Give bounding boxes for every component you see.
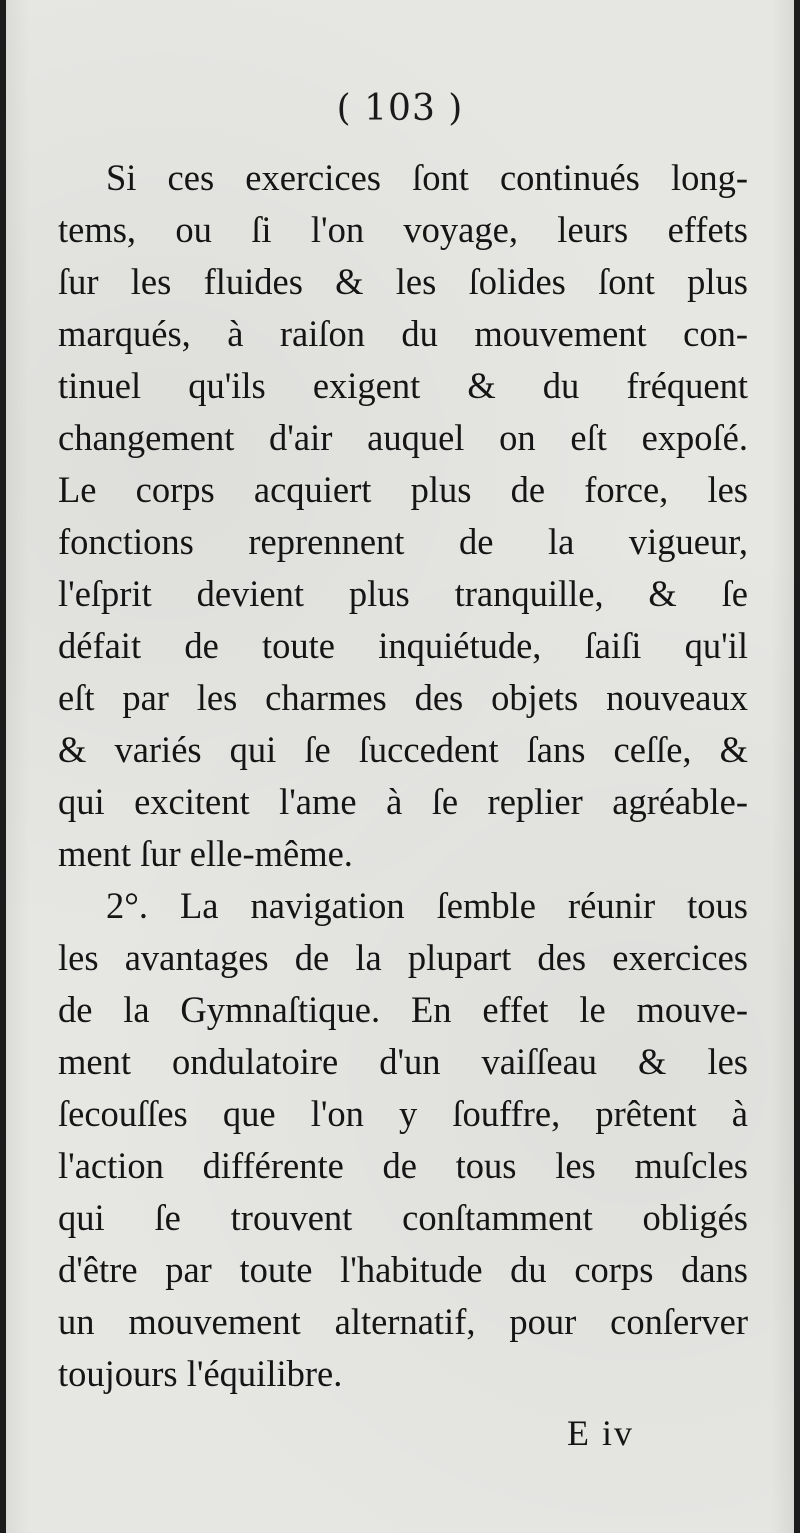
text-line: Le corps acquiert plus de force, les <box>58 469 748 510</box>
text-line: fonctions reprennent de la vigueur, <box>58 521 748 562</box>
page-body <box>58 152 748 1400</box>
text-line: tems, ou ſi l'on voyage, leurs effets <box>58 209 748 250</box>
text-line: un mouvement alternatif, pour conſerver <box>58 1301 748 1342</box>
text-line: 2°. La navigation ſemble réunir tous <box>106 885 748 926</box>
text-line: toujours l'équilibre. <box>58 1353 343 1394</box>
page-number: ( 103 ) <box>336 88 464 129</box>
text-line: & variés qui ſe ſuccedent ſans ceſſe, & <box>58 729 748 770</box>
text-line: marqués, à raiſon du mouvement con- <box>58 313 748 354</box>
text-line: changement d'air auquel on eſt expoſé. <box>58 417 748 458</box>
text-line: ment ſur elle-même. <box>58 833 353 874</box>
text-line: de la Gymnaſtique. En effet le mouve- <box>58 989 748 1030</box>
text-line: l'action différente de tous les muſcles <box>58 1145 748 1186</box>
text-line: Si ces exercices ſont continués long- <box>106 157 748 198</box>
text-line: qui ſe trouvent conſtamment obligés <box>58 1197 748 1238</box>
text-line: les avantages de la plupart des exercices <box>58 937 748 978</box>
text-line: qui excitent l'ame à ſe replier agréable- <box>58 781 748 822</box>
signature-mark: E iv <box>567 1413 634 1453</box>
text-line: tinuel qu'ils exigent & du fréquent <box>58 365 748 406</box>
text-line: ſur les fluides & les ſolides ſont plus <box>58 261 748 302</box>
text-line: ment ondulatoire d'un vaiſſeau & les <box>58 1041 748 1082</box>
paragraph-1 <box>58 152 748 880</box>
text-line: défait de toute inquiétude, ſaiſi qu'il <box>58 625 748 666</box>
text-line: l'eſprit devient plus tranquille, & ſe <box>58 573 748 614</box>
text-line: eſt par les charmes des objets nouveaux <box>58 677 748 718</box>
text-line: ſecouſſes que l'on y ſouffre, prêtent à <box>58 1093 748 1134</box>
text-line: d'être par toute l'habitude du corps dans <box>58 1249 748 1290</box>
paragraph-2 <box>58 880 748 1400</box>
book-page <box>6 0 794 1533</box>
